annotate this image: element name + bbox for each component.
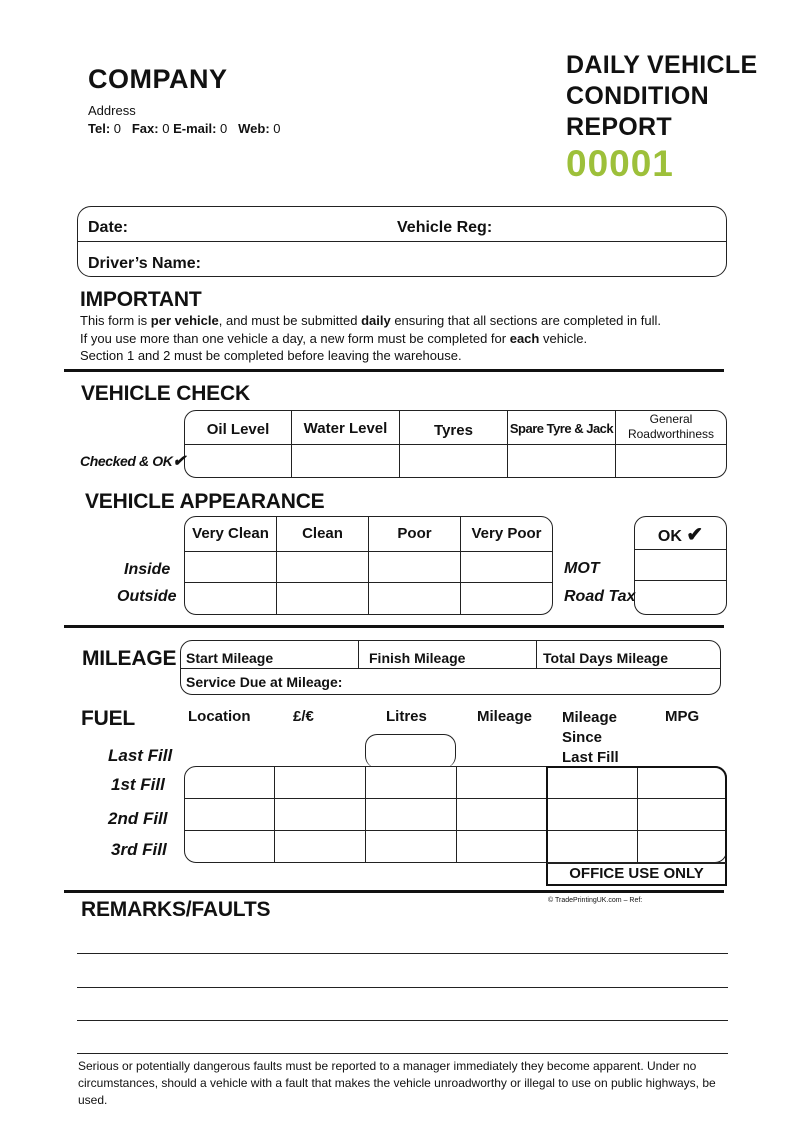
company-name: COMPANY [88,64,228,94]
ok-row-divider [635,549,726,550]
footer-warning: Serious or potentially dangerous faults must be reported to a manager immediately they become apparent. Under no circumstances, should a vehicle with a fault that makes the vehicle unroadworthy or illegal to use on public highways, be used. [78,1059,716,1107]
inside-label: Inside [124,561,171,578]
details-divider [78,241,726,242]
vehicle-reg-label: Vehicle Reg: [397,219,493,236]
mileage-col-divider [536,641,537,668]
important-line2: If you use more than one vehicle a day, a new form must be completed for each vehicle. [80,331,588,346]
since-line1: Mileage [562,709,618,726]
general-roadworthiness-header [616,412,726,442]
water-level-header: Water Level [303,420,388,437]
mileage-col-divider [358,641,359,668]
mileage-row-divider [181,668,720,669]
litres-header: Litres [386,708,427,725]
tel-label: Tel: [88,121,111,136]
report-title-line2: CONDITION [566,82,709,110]
office-use-divider [547,862,726,864]
mileage-heading: MILEAGE [82,647,177,670]
general-line2: Roadworthiness [627,427,715,441]
web-value: 0 [273,121,281,136]
oil-level-header: Oil Level [206,421,270,438]
driver-name-label: Driver’s Name: [88,255,201,272]
mileage-since-header [562,708,619,768]
ok-header: OK ✔ [657,524,704,546]
important-line3: Section 1 and 2 must be completed before leaving the warehouse. [80,348,462,363]
tel-value: 0 [113,121,122,136]
email-label: E-mail: [173,121,217,136]
report-title-line1: DAILY VEHICLE [566,51,758,79]
remarks-line [77,953,728,954]
checked-ok-label: Checked & OK✔ [80,453,186,470]
company-address: Address [88,103,136,118]
remarks-heading: REMARKS/FAULTS [81,898,271,921]
second-fill-label: 2nd Fill [108,809,168,828]
check-mark-icon: ✔ [172,453,186,470]
section-divider-1 [64,369,724,372]
important-heading: IMPORTANT [80,288,202,311]
last-fill-label: Last Fill [108,746,173,765]
since-line3: Last Fill [562,749,619,766]
remarks-line [77,1053,728,1054]
general-line1: General [649,412,693,426]
company-contact [88,121,281,136]
check-mark-icon: ✔ [686,524,704,546]
total-days-mileage-label: Total Days Mileage [543,650,669,666]
third-fill-label: 3rd Fill [111,840,167,859]
report-title-line3: REPORT [566,113,672,141]
fuel-col-divider [274,767,275,862]
very-poor-header: Very Poor [471,525,542,542]
web-label: Web: [238,121,270,136]
fuel-heading: FUEL [81,707,136,730]
service-due-label: Service Due at Mileage: [186,674,343,690]
finish-mileage-label: Finish Mileage [369,650,466,666]
date-label: Date: [88,219,129,236]
report-title [566,50,757,143]
start-mileage-label: Start Mileage [186,650,274,666]
vehicle-check-col-divider [399,411,400,477]
since-line2: Since [562,729,603,746]
fuel-col-divider [456,767,457,862]
email-value: 0 [220,121,228,136]
last-fill-litres-cell [365,734,456,768]
mot-label: MOT [564,560,600,577]
vehicle-check-heading: VEHICLE CHECK [81,382,250,405]
fax-value: 0 [162,121,170,136]
first-fill-label: 1st Fill [111,775,165,794]
vehicle-appearance-heading: VEHICLE APPEARANCE [85,490,325,513]
outside-label: Outside [117,588,177,605]
ok-row-divider [635,580,726,581]
copyright-text: © TradePrintingUK.com – Ref: [548,897,643,904]
office-use-label: OFFICE USE ONLY [569,865,704,882]
mpg-header: MPG [665,708,700,725]
mileage-header: Mileage [477,708,533,725]
clean-header: Clean [302,525,343,542]
poor-header: Poor [397,525,432,542]
very-clean-header: Very Clean [192,525,269,542]
road-tax-label: Road Tax [564,588,636,605]
tyres-header: Tyres [434,422,473,439]
section-divider-3 [64,890,724,893]
important-line1: This form is per vehicle, and must be submitted daily ensuring that all sections are completed in full. [80,313,661,328]
vehicle-check-row-divider [185,444,726,445]
fuel-col-divider [365,767,366,862]
section-divider-2 [64,625,724,628]
remarks-line [77,1020,728,1021]
location-header: Location [188,708,251,725]
fax-label: Fax: [131,121,159,136]
spare-tyre-header: Spare Tyre & Jack [509,421,614,436]
currency-header: £/€ [293,708,314,725]
serial-number: 00001 [566,143,674,184]
remarks-line [77,987,728,988]
